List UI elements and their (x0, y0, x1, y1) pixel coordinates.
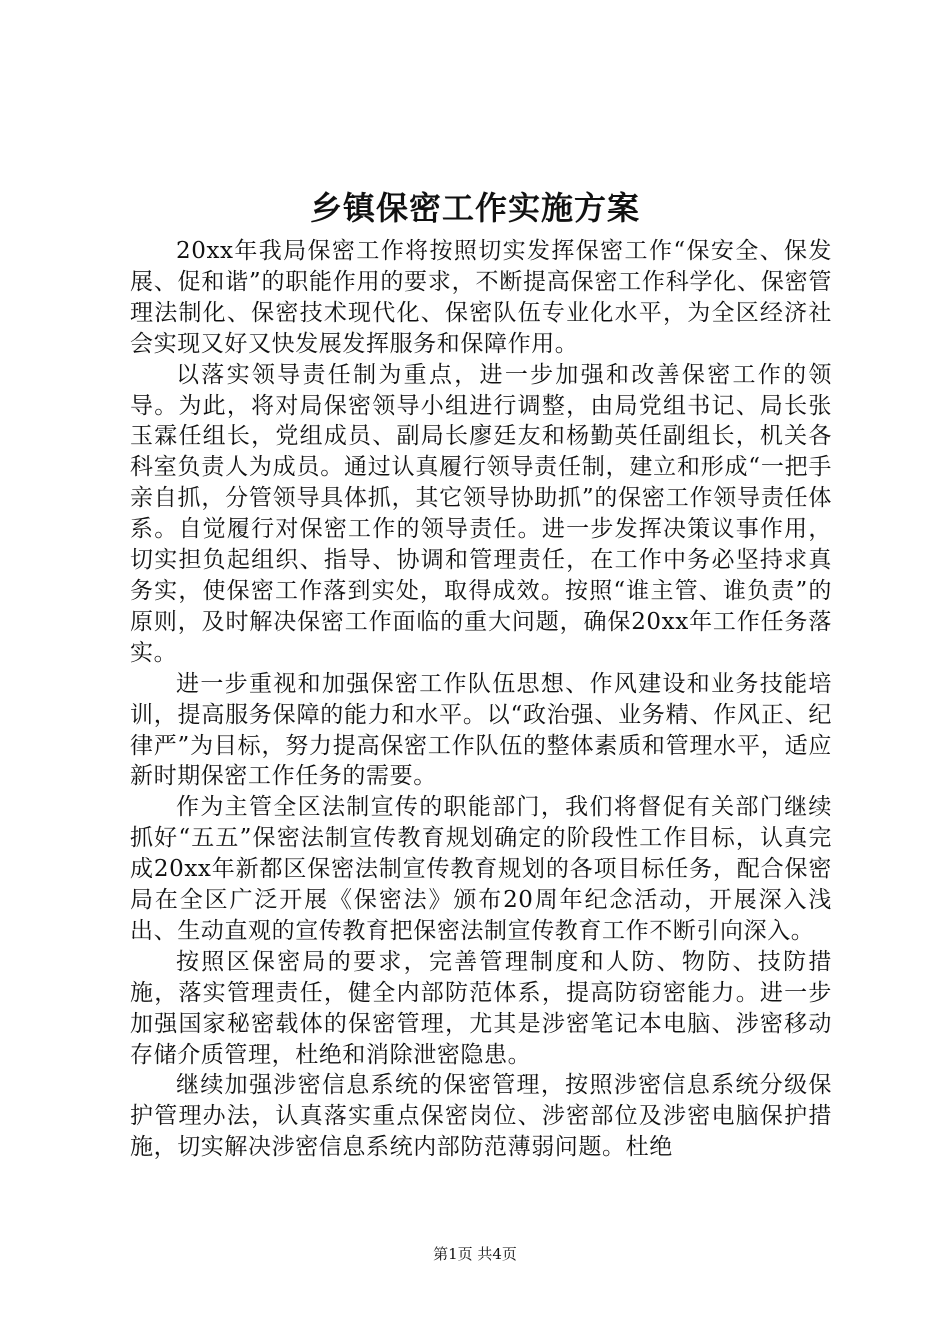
paragraph-4: 作为主管全区法制宣传的职能部门，我们将督促有关部门继续抓好“五五”保密法制宣传教育规划确定的阶段性工作目标，认真完成20xx年新都区保密法制宣传教育规划的各项目标任务，配合保密局在全区广泛开展《保密法》颁布20周年纪念活动，开展深入浅出、生动直观的宣传教育把保密法制宣传教育工作不断引向深入。 (130, 794, 832, 944)
page-number-footer: 第1页 共4页 (433, 1245, 517, 1263)
paragraph-2: 以落实领导责任制为重点，进一步加强和改善保密工作的领导。为此，将对局保密领导小组进行调整，由局党组书记、局长张玉霖任组长，党组成员、副局长廖廷友和杨勤英任副组长，机关各科室负责人为成员。通过认真履行领导责任制，建立和形成“一把手亲自抓，分管领导具体抓，其它领导协助抓”的保密工作领导责任体系。自觉履行对保密工作的领导责任。进一步发挥决策议事作用，切实担负起组织、指导、协调和管理责任，在工作中务必坚持求真务实，使保密工作落到实处，取得成效。按照“谁主管、谁负责”的原则，及时解决保密工作面临的重大问题，确保20xx年工作任务落实。 (130, 361, 832, 666)
paragraph-5: 按照区保密局的要求，完善管理制度和人防、物防、技防措施，落实管理责任，健全内部防范体系，提高防窃密能力。进一步加强国家秘密载体的保密管理，尤其是涉密笔记本电脑、涉密移动存储介质管理，杜绝和消除泄密隐患。 (130, 948, 832, 1068)
paragraph-1: 20xx年我局保密工作将按照切实发挥保密工作“保安全、保发展、促和谐”的职能作用的要求，不断提高保密工作科学化、保密管理法制化、保密技术现代化、保密队伍专业化水平，为全区经济社会实现又好又快发展发挥服务和保障作用。 (130, 238, 832, 357)
paragraph-3: 进一步重视和加强保密工作队伍思想、作风建设和业务技能培训，提高服务保障的能力和水平。以“政治强、业务精、作风正、纪律严”为目标，努力提高保密工作队伍的整体素质和管理水平，适应新时期保密工作任务的需要。 (130, 670, 832, 790)
document-body (130, 236, 832, 1163)
document-title: 乡镇保密工作实施方案 (309, 189, 640, 227)
paragraph-6: 继续加强涉密信息系统的保密管理，按照涉密信息系统分级保护管理办法，认真落实重点保密岗位、涉密部位及涉密电脑保护措施，切实解决涉密信息系统内部防范薄弱问题。杜绝 (130, 1072, 832, 1161)
